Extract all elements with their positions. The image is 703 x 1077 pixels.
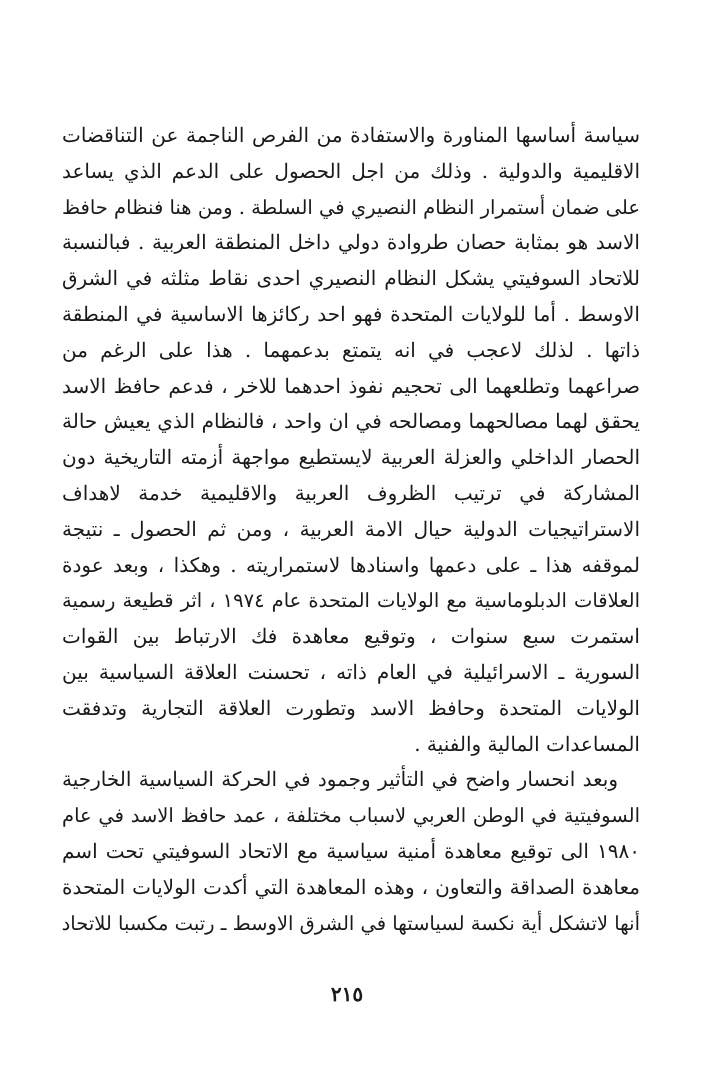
text-line: السورية ـ الاسرائيلية في العام ذاته ، تحسنت العلاقة السياسية بين — [62, 659, 640, 684]
paragraph-2 — [62, 762, 640, 941]
text-line: المساعدات المالية والفنية . — [414, 731, 640, 756]
text-line: وبعد انحسار واضح في التأثير وجمود في الحركة السياسية الخارجية — [62, 767, 618, 792]
text-line: على ضمان أستمرار النظام النصيري في السلطة . ومن هنا فنظام حافظ — [62, 195, 640, 219]
page-number: ٢١٥ — [330, 982, 364, 1006]
text-line: الاوسط . أما للولايات المتحدة فهو احد ركائزها الاساسية في المنطقة — [62, 301, 640, 326]
text-line: الاسد هو بمثابة حصان طروادة دولي داخل المنطقة العربية . فبالنسبة — [62, 230, 640, 255]
text-line: لموقفه هذا ـ على دعمها واسنادها لاستمراريته . وهكذا ، وبعد عودة — [62, 552, 640, 577]
text-line: الولايات المتحدة وحافظ الاسد وتطورت العلاقة التجارية وتدفقت — [62, 695, 640, 720]
text-line: صراعهما وتطلعهما الى تحجيم نفوذ احدهما للاخر ، فدعم حافظ الاسد — [62, 373, 640, 398]
text-line: السوفيتية في الوطن العربي لاسباب مختلفة ، عمد حافظ الاسد في عام — [62, 804, 640, 828]
text-line: استمرت سبع سنوات ، وتوقيع معاهدة فك الارتباط بين القوات — [62, 624, 640, 649]
paragraph-1 — [62, 118, 640, 762]
text-line: المشاركة في ترتيب الظروف العربية والاقليمية خدمة لاهداف — [62, 480, 640, 505]
text-line: معاهدة الصداقة والتعاون ، وهذه المعاهدة التي أكدت الولايات المتحدة — [62, 874, 640, 899]
text-line: الاستراتيجيات الدولية حيال الامة العربية ، ومن ثم الحصول ـ نتيجة — [62, 516, 640, 541]
body-text — [62, 118, 640, 941]
text-line: أنها لاتشكل أية نكسة لسياستها في الشرق الاوسط ـ رتبت مكسبا للاتحاد — [62, 911, 640, 935]
text-line: العلاقات الدبلوماسية مع الولايات المتحدة عام ١٩٧٤ ، اثر قطيعة رسمية — [62, 589, 640, 613]
text-line: الاقليمية والدولية . وذلك من اجل الحصول على الدعم الذي يساعد — [62, 158, 640, 183]
text-line: ١٩٨٠ الى توقيع معاهدة أمنية سياسية مع الاتحاد السوفيتي تحت اسم — [62, 838, 640, 863]
text-line: سياسة أساسها المناورة والاستفادة من الفرص الناجمة عن التناقضات — [62, 123, 640, 147]
text-line: يحقق لهما مصالحهما ومصالحه في ان واحد ، فالنظام الذي يعيش حالة — [62, 409, 640, 434]
text-line: الحصار الداخلي والعزلة العربية لايستطيع مواجهة أزمته التاريخية دون — [62, 445, 640, 470]
text-line: ذاتها . لذلك لاعجب في انه يتمتع بدعمهما . هذا على الرغم من — [62, 337, 640, 362]
text-line: للاتحاد السوفيتي يشكل النظام النصيري احدى نقاط مثلثه في الشرق — [62, 266, 640, 291]
